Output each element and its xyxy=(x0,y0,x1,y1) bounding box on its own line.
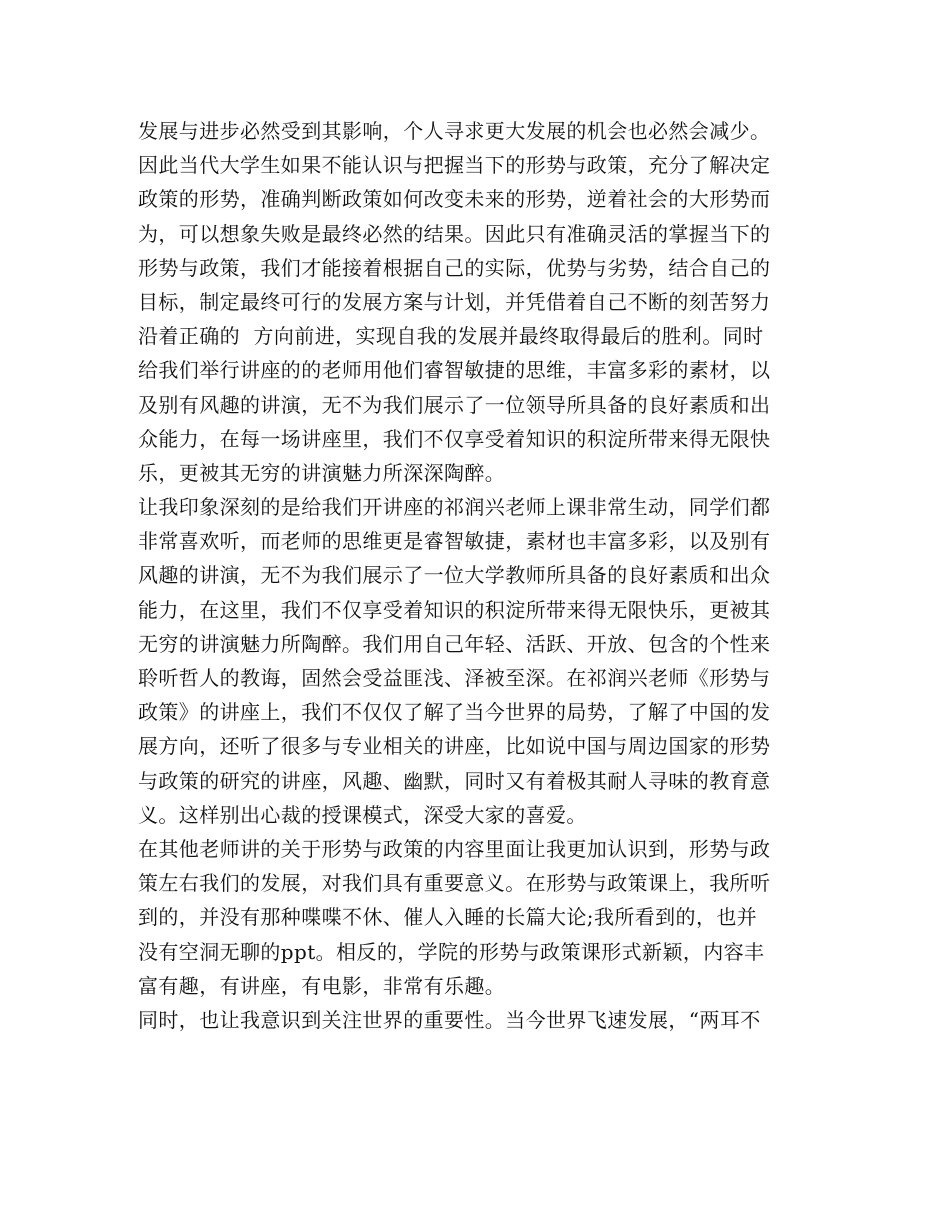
text-line: 富有趣，有讲座，有电影，非常有乐趣。 xyxy=(138,973,506,998)
text-line: 为，可以想象失败是最终必然的结果。因此只有准确灵活的掌握当下的 xyxy=(138,221,771,246)
text-line: 形势与政策，我们才能接着根据自己的实际，优势与劣势，结合自己的 xyxy=(138,255,771,280)
text-line: 无穷的讲演魅力所陶醉。我们用自己年轻、活跃、开放、包含的个性来 xyxy=(138,631,771,656)
text-line: 众能力，在每一场讲座里，我们不仅享受着知识的积淀所带来得无限快 xyxy=(138,426,771,451)
text-line: 义。这样别出心裁的授课模式，深受大家的喜爱。 xyxy=(138,802,587,827)
text-line: 沿着正确的 方向前进，实现自我的发展并最终取得最后的胜利。同时 xyxy=(138,324,764,349)
text-line: 展方向，还听了很多与专业相关的讲座，比如说中国与周边国家的形势 xyxy=(138,734,771,759)
text-line: 没有空洞无聊的ppt。相反的，学院的形势与政策课形式新颖，内容丰 xyxy=(138,939,765,964)
body-text xyxy=(138,114,818,1037)
text-line: 因此当代大学生如果不能认识与把握当下的形势与政策，充分了解决定 xyxy=(138,153,771,178)
text-line: 政策》的讲座上，我们不仅仅了解了当今世界的局势，了解了中国的发 xyxy=(138,700,771,725)
text-line: 及别有风趣的讲演，无不为我们展示了一位领导所具备的良好素质和出 xyxy=(138,392,771,417)
text-line: 与政策的研究的讲座，风趣、幽默，同时又有着极其耐人寻味的教育意 xyxy=(138,768,771,793)
text-line: 到的，并没有那种喋喋不休、催人入睡的长篇大论;我所看到的，也并 xyxy=(138,905,758,930)
text-line: 发展与进步必然受到其影响，个人寻求更大发展的机会也必然会减少。 xyxy=(138,119,771,143)
text-line: 聆听哲人的教诲，固然会受益匪浅、泽被至深。在祁润兴老师《形势与 xyxy=(138,666,771,690)
text-line: 策左右我们的发展，对我们具有重要意义。在形势与政策课上，我所听 xyxy=(138,871,771,896)
text-line: 让我印象深刻的是给我们开讲座的祁润兴老师上课非常生动，同学们都 xyxy=(138,495,771,520)
text-line: 在其他老师讲的关于形势与政策的内容里面让我更加认识到，形势与政 xyxy=(138,836,771,861)
text-line: 乐，更被其无穷的讲演魅力所深深陶醉。 xyxy=(138,460,506,485)
text-line: 能力，在这里，我们不仅享受着知识的积淀所带来得无限快乐，更被其 xyxy=(138,597,771,622)
text-line: 目标，制定最终可行的发展方案与计划，并凭借着自己不断的刻苦努力 xyxy=(138,289,771,314)
text-line: 风趣的讲演，无不为我们展示了一位大学教师所具备的良好素质和出众 xyxy=(138,563,771,588)
text-line: 给我们举行讲座的的老师用他们睿智敏捷的思维，丰富多彩的素材，以 xyxy=(138,358,771,383)
text-line: 同时，也让我意识到关注世界的重要性。当今世界飞速发展，“两耳不 xyxy=(138,1007,761,1032)
text-line: 非常喜欢听，而老师的思维更是睿智敏捷，素材也丰富多彩，以及别有 xyxy=(138,529,771,554)
text-line: 政策的形势，准确判断政策如何改变未来的形势，逆着社会的大形势而 xyxy=(138,187,771,212)
